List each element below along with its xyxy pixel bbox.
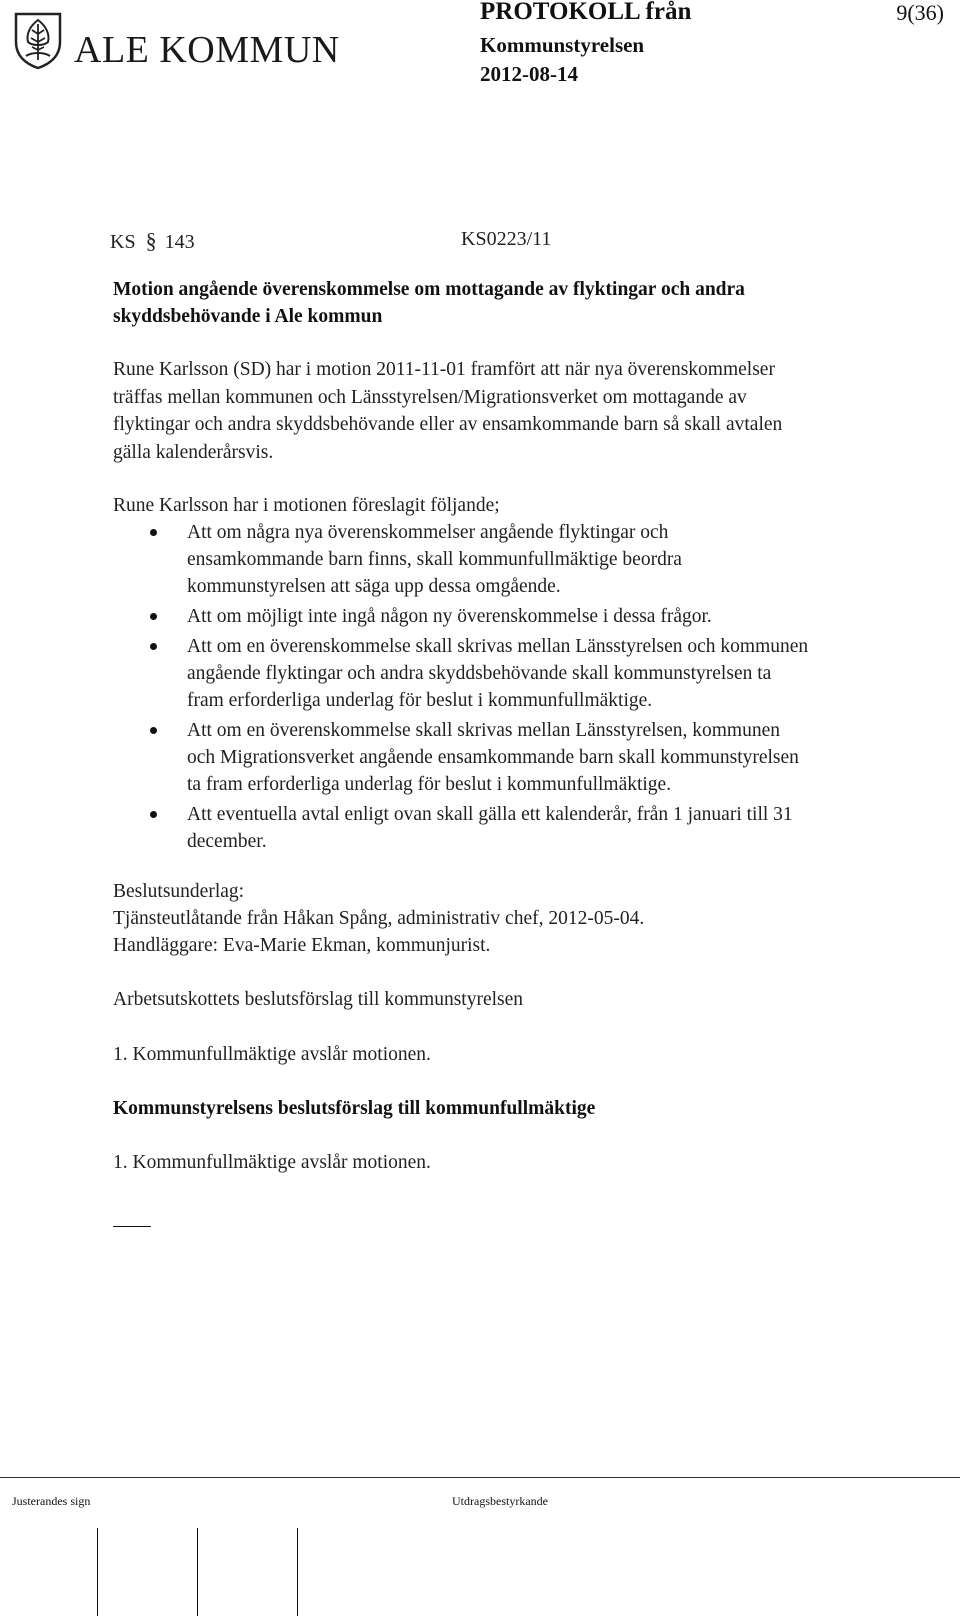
list-item-line: Att om möjligt inte ingå någon ny överenskommelse i dessa frågor. [187,606,712,627]
logo-wordmark: ALE KOMMUN [74,29,340,71]
list-item-line: Att eventuella avtal enligt ovan skall gälla ett kalenderår, från 1 januari till 31 [187,804,793,825]
list-item-line: ta fram erforderliga underlag för beslut i kommunfullmäktige. [187,774,672,795]
ks-proposal-heading: Kommunstyrelsens beslutsförslag till kommunfullmäktige [113,1098,596,1119]
list-item-line: Att om en överenskommelse skall skrivas mellan Länsstyrelsen och kommunen [187,636,809,657]
signature-box-divider [97,1528,98,1616]
motion-heading-line-2: skyddsbehövande i Ale kommun [113,306,383,327]
signature-box-divider [197,1528,198,1616]
signature-box-divider [297,1528,298,1616]
proposal-list-item [150,633,808,714]
motion-heading-line-1: Motion angående överenskommelse om mottagande av flyktingar och andra [113,279,745,300]
list-item-line: och Migrationsverket angående ensamkommande barn skall kommunstyrelsen [187,747,799,768]
list-item-line: kommunstyrelsen att säga upp dessa omgående. [187,576,561,597]
meeting-date: 2012-08-14 [480,62,578,86]
basis-document: Tjänsteutlåtande från Håkan Spång, administrativ chef, 2012-05-04. [113,908,645,929]
case-paragraph [110,228,195,254]
basis-handler: Handläggare: Eva-Marie Ekman, kommunjurist. [113,935,491,956]
au-proposal-item: 1. Kommunfullmäktige avslår motionen. [113,1044,431,1065]
proposal-list-item [150,717,808,798]
case-prefix: KS [110,231,136,253]
justerandes-sign-label: Justerandes sign [12,1494,91,1508]
ks-proposal-item: 1. Kommunfullmäktige avslår motionen. [113,1152,431,1173]
proposal-list-item [150,801,808,855]
proposal-list [150,519,808,858]
list-item-line: december. [187,831,267,852]
section-sign: § [145,228,157,253]
list-item-line: fram erforderliga underlag för beslut i kommunfullmäktige. [187,690,653,711]
document-type-title: PROTOKOLL från [480,0,692,25]
organ-name: Kommunstyrelsen [480,33,645,57]
list-item-line: ensamkommande barn finns, skall kommunfullmäktige beordra [187,549,682,570]
list-item-line: Att om några nya överenskommelser angående flyktingar och [187,522,669,543]
basis-label: Beslutsunderlag: [113,881,245,902]
au-proposal-heading: Arbetsutskottets beslutsförslag till kommunstyrelsen [113,989,524,1010]
ale-kommun-logo [10,10,410,72]
intro-line: flyktingar och andra skyddsbehövande eller av ensamkommande barn så skall avtalen [113,414,783,435]
utdragsbestyrkande-label: Utdragsbestyrkande [452,1494,548,1508]
proposal-list-item [150,603,808,630]
list-item-line: Att om en överenskommelse skall skrivas mellan Länsstyrelsen, kommunen [187,720,781,741]
case-reference: KS0223/11 [461,228,552,250]
intro-line: gälla kalenderårsvis. [113,442,274,463]
municipality-emblem-icon [12,12,64,70]
proposal-list-item [150,519,808,600]
intro-line: träffas mellan kommunen och Länsstyrelsen/Migrationsverket om mottagande av [113,387,747,408]
intro-line: Rune Karlsson (SD) har i motion 2011-11-01 framfört att när nya överenskommelser [113,359,775,380]
proposal-intro: Rune Karlsson har i motionen föreslagit följande; [113,495,500,516]
footer-divider [0,1477,960,1478]
case-number: 143 [164,231,195,253]
list-item-line: angående flyktingar och andra skyddsbehövande skall kommunstyrelsen ta [187,663,772,684]
end-marker-rule [113,1226,151,1227]
page-number: 9(36) [896,0,944,25]
